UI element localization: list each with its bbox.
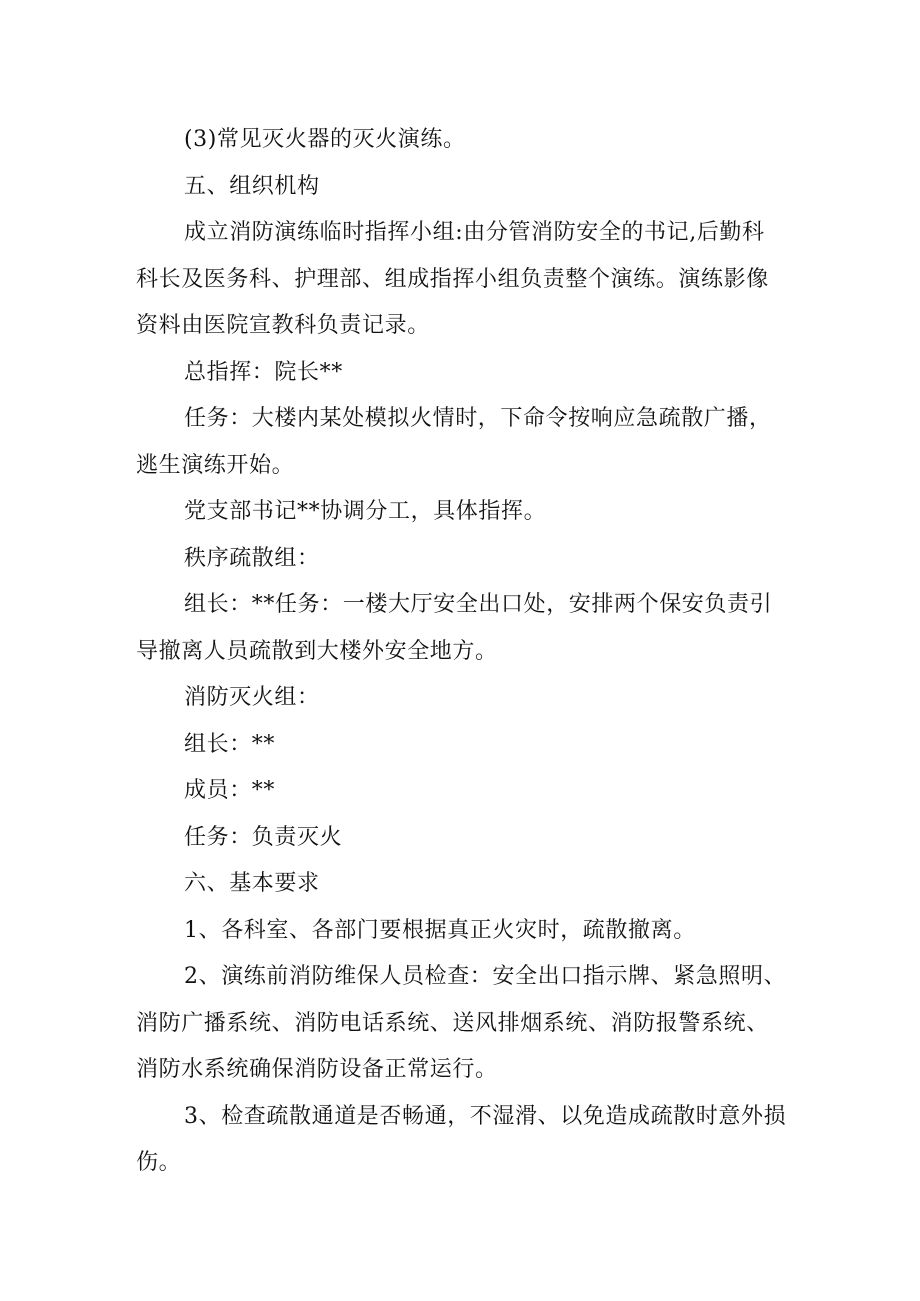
- paragraph-commander: [136, 350, 796, 397]
- text-line: (3)常见灭火器的灭火演练。: [184, 127, 466, 152]
- paragraph-requirement-2: [136, 954, 796, 1094]
- text-line: 消防水系统确保消防设备正常运行。: [136, 1057, 498, 1082]
- text-line: 党支部书记**协调分工，具体指挥。: [184, 499, 547, 524]
- text-line: 消防广播系统、消防电话系统、送风排烟系统、消防报警系统、: [136, 1010, 769, 1036]
- text-line: 导撤离人员疏散到大楼外安全地方。: [136, 638, 498, 664]
- heading-evacuation-group: [136, 536, 796, 583]
- paragraph-requirement-3: [136, 1094, 796, 1187]
- paragraph-requirement-1: [136, 908, 796, 955]
- paragraph-firefighting-members: [136, 768, 796, 815]
- text-line: 六、基本要求: [184, 871, 320, 896]
- text-line: 组长：**任务：一楼大厅安全出口处，安排两个保安负责引: [184, 592, 773, 617]
- text-line: 3、检查疏散通道是否畅通，不湿滑、以免造成疏散时意外损: [184, 1103, 787, 1129]
- text-line: 伤。: [136, 1150, 182, 1175]
- paragraph-firefighting-task: [136, 815, 796, 862]
- text-line: 任务：负责灭火: [184, 824, 343, 850]
- paragraph-evacuation-leader: [136, 582, 796, 675]
- paragraph-command-group: [136, 210, 796, 350]
- text-line: 组长：**: [184, 731, 276, 757]
- document-body: [136, 117, 796, 1187]
- text-line: 资料由医院宣教科负责记录。: [136, 313, 430, 338]
- paragraph-firefighting-leader: [136, 722, 796, 769]
- heading-firefighting-group: [136, 675, 796, 722]
- text-line: 成员：**: [184, 778, 276, 803]
- text-line: 五、组织机构: [184, 173, 320, 199]
- heading-organization: [136, 164, 796, 211]
- text-line: 科长及医务科、护理部、组成指挥小组负责整个演练。演练影像: [136, 266, 769, 292]
- text-line: 秩序疏散组：: [184, 545, 320, 571]
- text-line: 2、演练前消防维保人员检查：安全出口指示牌、紧急照明、: [184, 964, 787, 989]
- text-line: 任务：大楼内某处模拟火情时，下命令按响应急疏散广播，: [184, 406, 772, 431]
- heading-basic-requirements: [136, 861, 796, 908]
- paragraph-party-secretary: [136, 489, 796, 536]
- paragraph-extinguisher-drill: [136, 117, 796, 164]
- text-line: 逃生演练开始。: [136, 452, 295, 478]
- paragraph-commander-task: [136, 396, 796, 489]
- text-line: 成立消防演练临时指挥小组:由分管消防安全的书记,后勤科: [184, 220, 765, 245]
- text-line: 1、各科室、各部门要根据真正火灾时，疏散撤离。: [184, 917, 696, 943]
- text-line: 总指挥：院长**: [184, 359, 343, 385]
- text-line: 消防灭火组：: [184, 685, 320, 710]
